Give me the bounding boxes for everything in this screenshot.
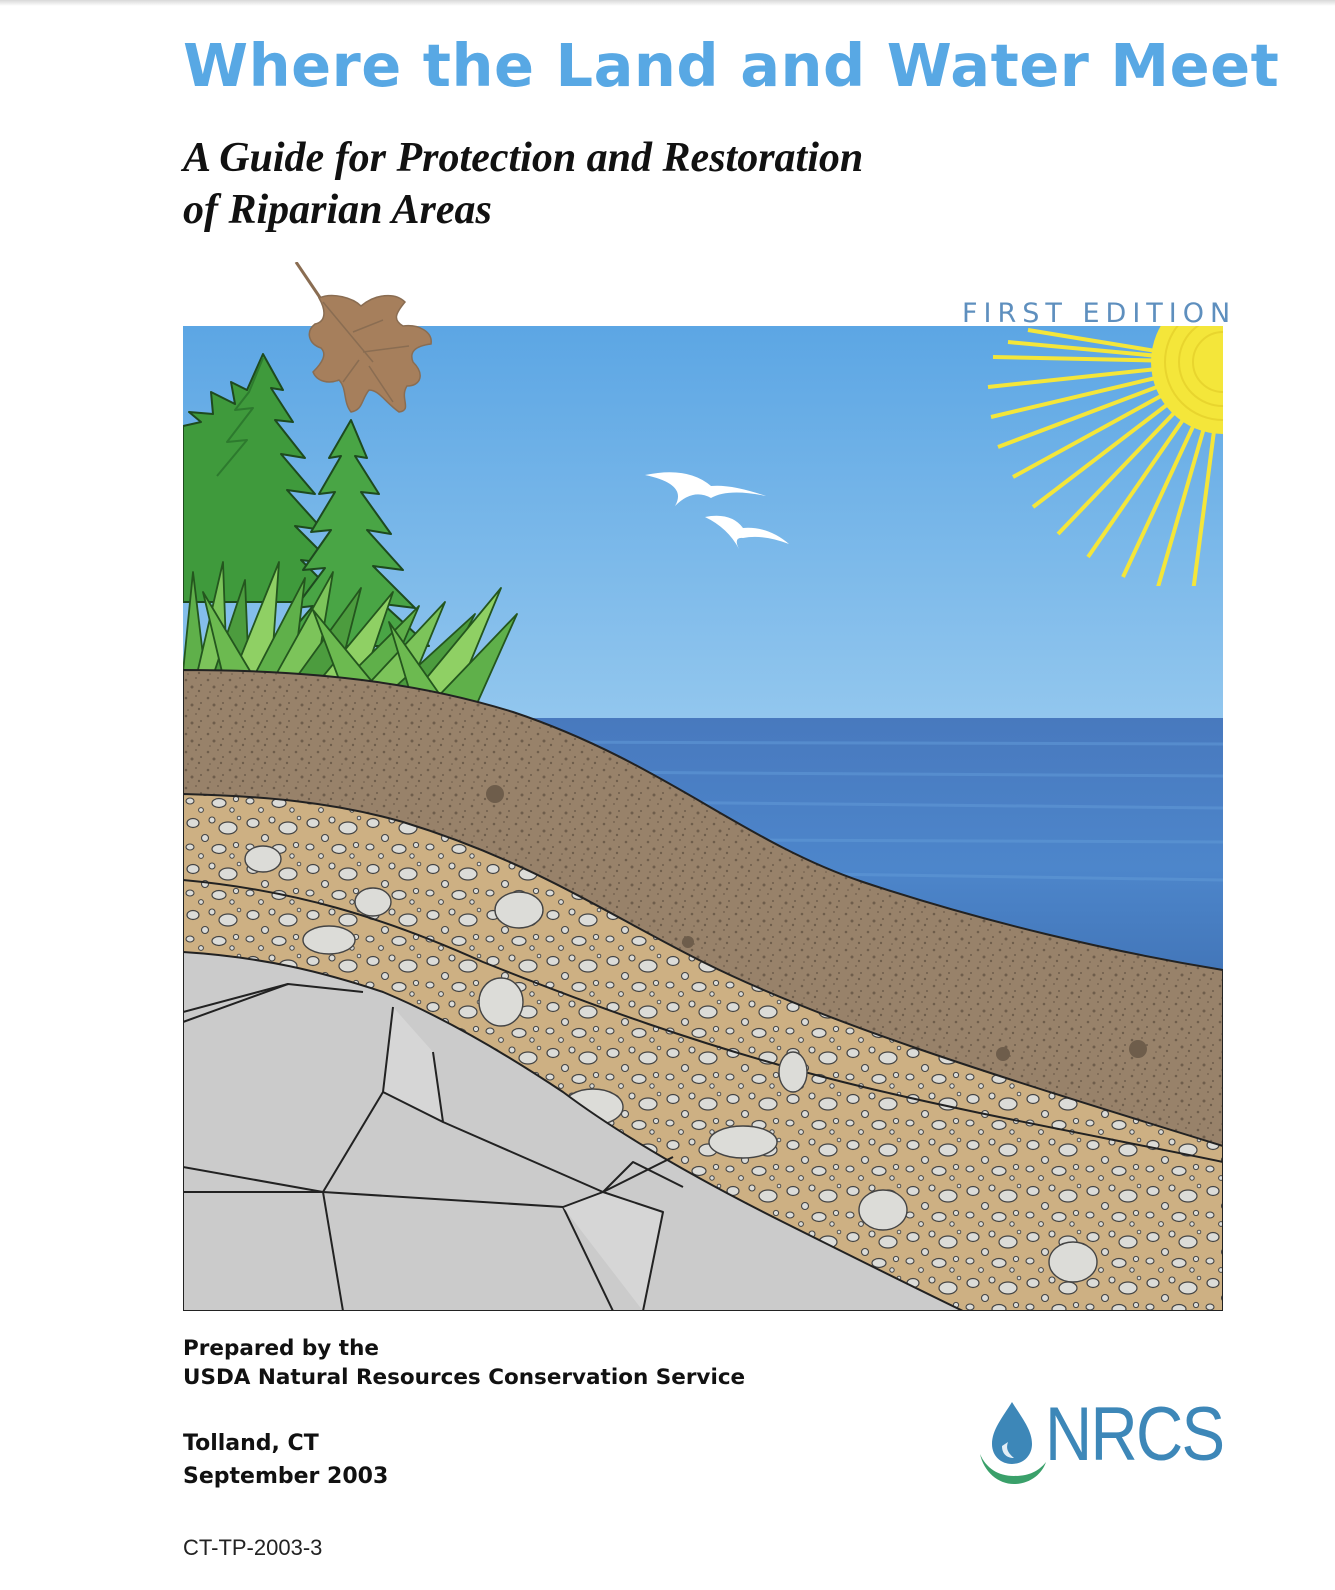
prepared-line-1: Prepared by the	[183, 1336, 379, 1361]
edition-label: FIRST EDITION	[962, 298, 1237, 329]
nrcs-logo-text: NRCS	[1045, 1392, 1224, 1477]
water-drop-icon	[978, 1388, 1048, 1488]
subtitle-line-1: A Guide for Protection and Restoration	[183, 135, 864, 181]
subtitle-line-2: of Riparian Areas	[183, 187, 492, 233]
publication-date: September 2003	[183, 1464, 389, 1489]
document-subtitle	[183, 132, 863, 236]
prepared-by	[183, 1334, 745, 1392]
document-code: CT-TP-2003-3	[183, 1535, 323, 1560]
publication-info	[183, 1427, 388, 1493]
publication-location: Tolland, CT	[183, 1431, 319, 1456]
prepared-line-2: USDA Natural Resources Conservation Service	[183, 1365, 746, 1390]
cover-illustration	[183, 262, 1237, 1311]
page-top-edge	[0, 0, 1335, 6]
document-title: Where the Land and Water Meet	[183, 31, 1280, 100]
nrcs-logo	[978, 1388, 1228, 1488]
